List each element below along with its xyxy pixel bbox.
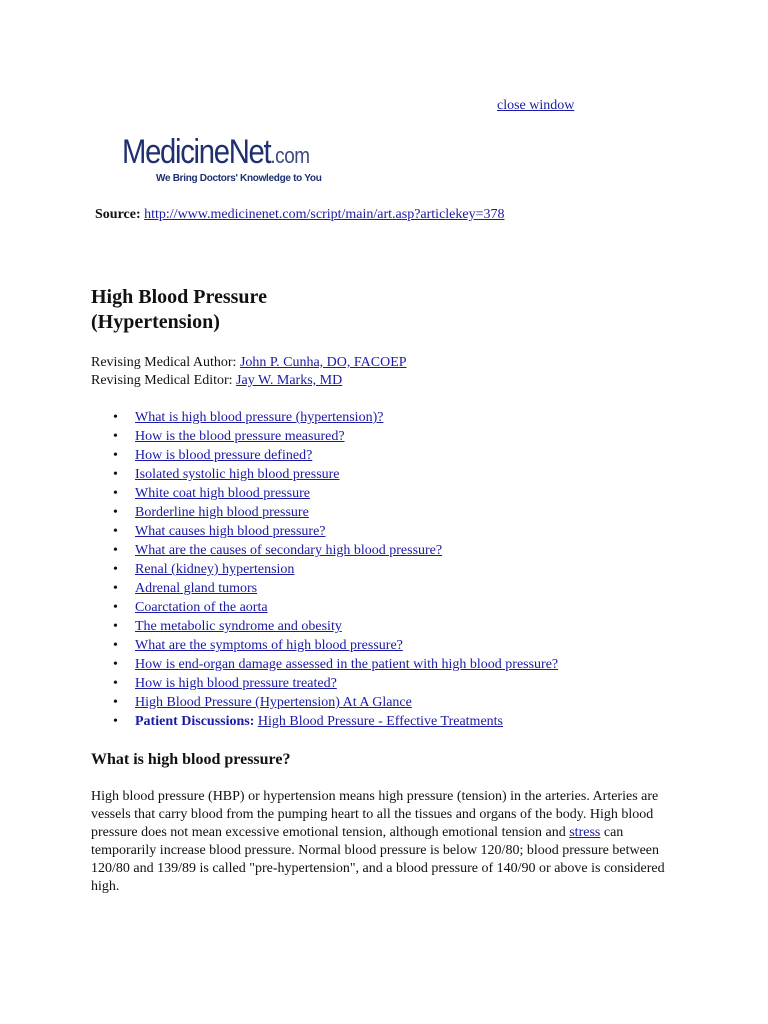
toc-item — [91, 617, 558, 636]
toc-item — [91, 522, 558, 541]
article-title — [91, 285, 267, 335]
close-window-link[interactable]: close window — [497, 98, 575, 113]
toc-link[interactable]: What is high blood pressure (hypertension)? — [135, 410, 384, 425]
intro-paragraph — [91, 788, 673, 896]
toc-item — [91, 484, 558, 503]
source-line — [95, 207, 505, 223]
toc-link[interactable]: How is end-organ damage assessed in the patient with high blood pressure? — [135, 657, 559, 672]
toc-link[interactable]: Renal (kidney) hypertension — [135, 562, 295, 577]
toc-link[interactable]: How is high blood pressure treated? — [135, 676, 337, 691]
logo-tagline: We Bring Doctors' Knowledge to You — [156, 173, 322, 184]
toc-link[interactable]: What are the symptoms of high blood pressure? — [135, 638, 403, 653]
source-label: Source: — [95, 207, 141, 222]
editor-label: Revising Medical Editor: — [91, 373, 233, 388]
toc-item — [91, 541, 558, 560]
paragraph-text-end: can temporarily increase blood pressure. Normal blood pressure is below 120/80; blood pressure between 120/80 and 139/89 is called "pre-hypertension", and a blood pressure of 140/90 or above is considered high. — [91, 825, 665, 894]
table-of-contents — [91, 408, 558, 731]
toc-item — [91, 693, 558, 712]
stress-link[interactable]: stress — [569, 825, 601, 840]
logo-name: MedicineNet — [122, 133, 271, 171]
toc-link[interactable]: What are the causes of secondary high blood pressure? — [135, 543, 443, 558]
toc-link[interactable]: White coat high blood pressure — [135, 486, 310, 501]
toc-link[interactable]: The metabolic syndrome and obesity — [135, 619, 342, 634]
toc-item — [91, 636, 558, 655]
toc-item — [91, 655, 558, 674]
author-link[interactable]: John P. Cunha, DO, FACOEP — [239, 355, 407, 370]
author-label: Revising Medical Author: — [91, 355, 237, 370]
author-line — [91, 354, 407, 372]
section-heading: What is high blood pressure? — [91, 751, 291, 768]
editor-link[interactable]: Jay W. Marks, MD — [236, 373, 343, 388]
logo-dotcom: .com — [270, 143, 310, 168]
paragraph-text-start: High blood pressure (HBP) or hypertension means high pressure (tension) in the arteries. Arteries are vessels that carry blood from the pumping heart to all the tissues and organs of the body. High blood pressure does not mean excessive emotional tension, although emotional tension and — [91, 789, 659, 840]
source-url-link[interactable]: http://www.medicinenet.com/script/main/art.asp?articlekey=378 — [144, 207, 505, 222]
toc-item — [91, 560, 558, 579]
logo-wordmark — [122, 134, 328, 174]
toc-item — [91, 408, 558, 427]
toc-item — [91, 674, 558, 693]
toc-item — [91, 503, 558, 522]
toc-link[interactable]: Adrenal gland tumors — [135, 581, 258, 596]
toc-item-patient-discussions — [91, 712, 558, 731]
toc-link[interactable]: Isolated systolic high blood pressure — [135, 467, 340, 482]
medicinenet-logo — [122, 134, 362, 184]
toc-link[interactable]: What causes high blood pressure? — [135, 524, 326, 539]
editor-line — [91, 372, 407, 390]
toc-item — [91, 598, 558, 617]
toc-link[interactable]: High Blood Pressure (Hypertension) At A Glance — [135, 695, 412, 710]
toc-item — [91, 579, 558, 598]
toc-item — [91, 465, 558, 484]
toc-link[interactable]: How is blood pressure defined? — [135, 448, 313, 463]
toc-link[interactable]: Borderline high blood pressure — [135, 505, 309, 520]
article-credits — [91, 354, 407, 390]
toc-item — [91, 446, 558, 465]
toc-link[interactable]: Coarctation of the aorta — [135, 600, 268, 615]
patient-discussions-link[interactable]: High Blood Pressure - Effective Treatments — [257, 714, 504, 729]
article-title-line2: (Hypertension) — [91, 311, 220, 333]
patient-discussions-label: Patient Discussions: — [135, 714, 255, 729]
article-title-line1: High Blood Pressure — [91, 286, 267, 308]
toc-link[interactable]: How is the blood pressure measured? — [135, 429, 345, 444]
toc-item — [91, 427, 558, 446]
